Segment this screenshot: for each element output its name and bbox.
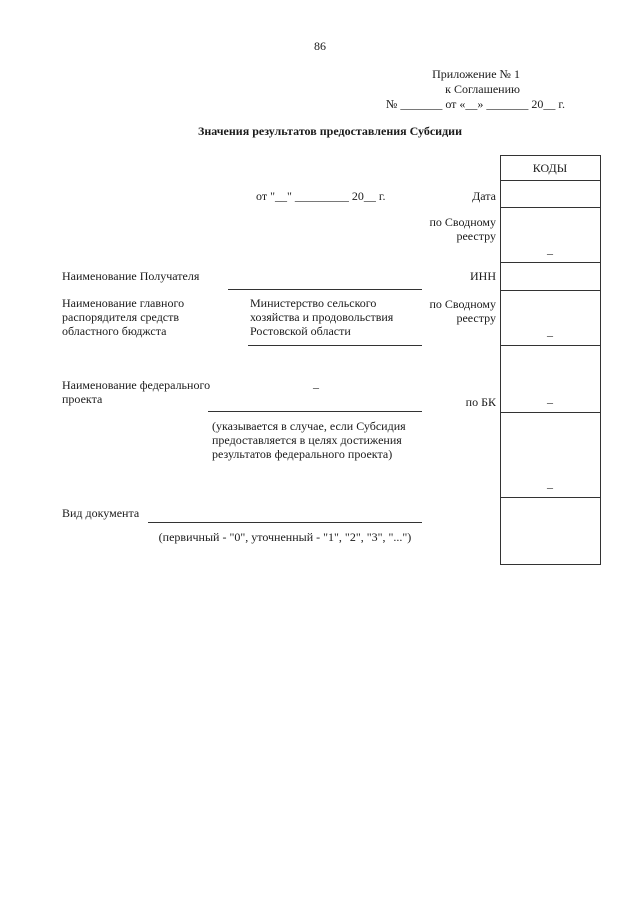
gr-value: Министерство сельского хозяйства и продовольствия Ростовской области [250,296,394,338]
federal-note: (указывается в случае, если Субсидия предоставляется в целях достижения результатов федерального проекта) [212,419,406,461]
federal-value: – [313,380,319,394]
annex-line-1: Приложение № 1 [432,67,520,81]
page-number: 86 [314,39,326,53]
codes-header: КОДЫ [532,161,568,175]
doc-type-underline [148,522,422,523]
annex-line-2: к Соглашению [445,82,520,96]
recipient-label: Наименование Получателя [62,269,200,283]
federal-label: Наименование федерального проекта [62,378,211,406]
bk-label: по БК [465,395,496,409]
date-line: от "__" _________ 20__ г. [256,189,386,203]
annex-line-3: № _______ от «__» _______ 20__ г. [385,97,565,111]
extra-code: – [547,480,553,494]
document-title: Значения результатов предоставления Субсидии [198,124,462,138]
doc-type-note: (первичный - "0", уточненный - "1", "2", "3", "...") [158,530,412,544]
date-label: Дата [472,189,496,203]
bk-code: – [547,395,553,409]
svodny-code-1: – [547,246,553,260]
svodny-code-2: – [547,328,553,342]
svodny-label-1: по Сводному реестру [429,215,496,243]
recipient-underline [228,289,422,290]
svodny-label-2: по Сводному реестру [429,297,496,325]
doc-type-label: Вид документа [62,506,140,520]
federal-underline [208,411,422,412]
gr-label: Наименование главного распорядителя средств областного бюджста [62,296,185,338]
inn-label: ИНН [470,269,496,283]
gr-underline [248,345,422,346]
